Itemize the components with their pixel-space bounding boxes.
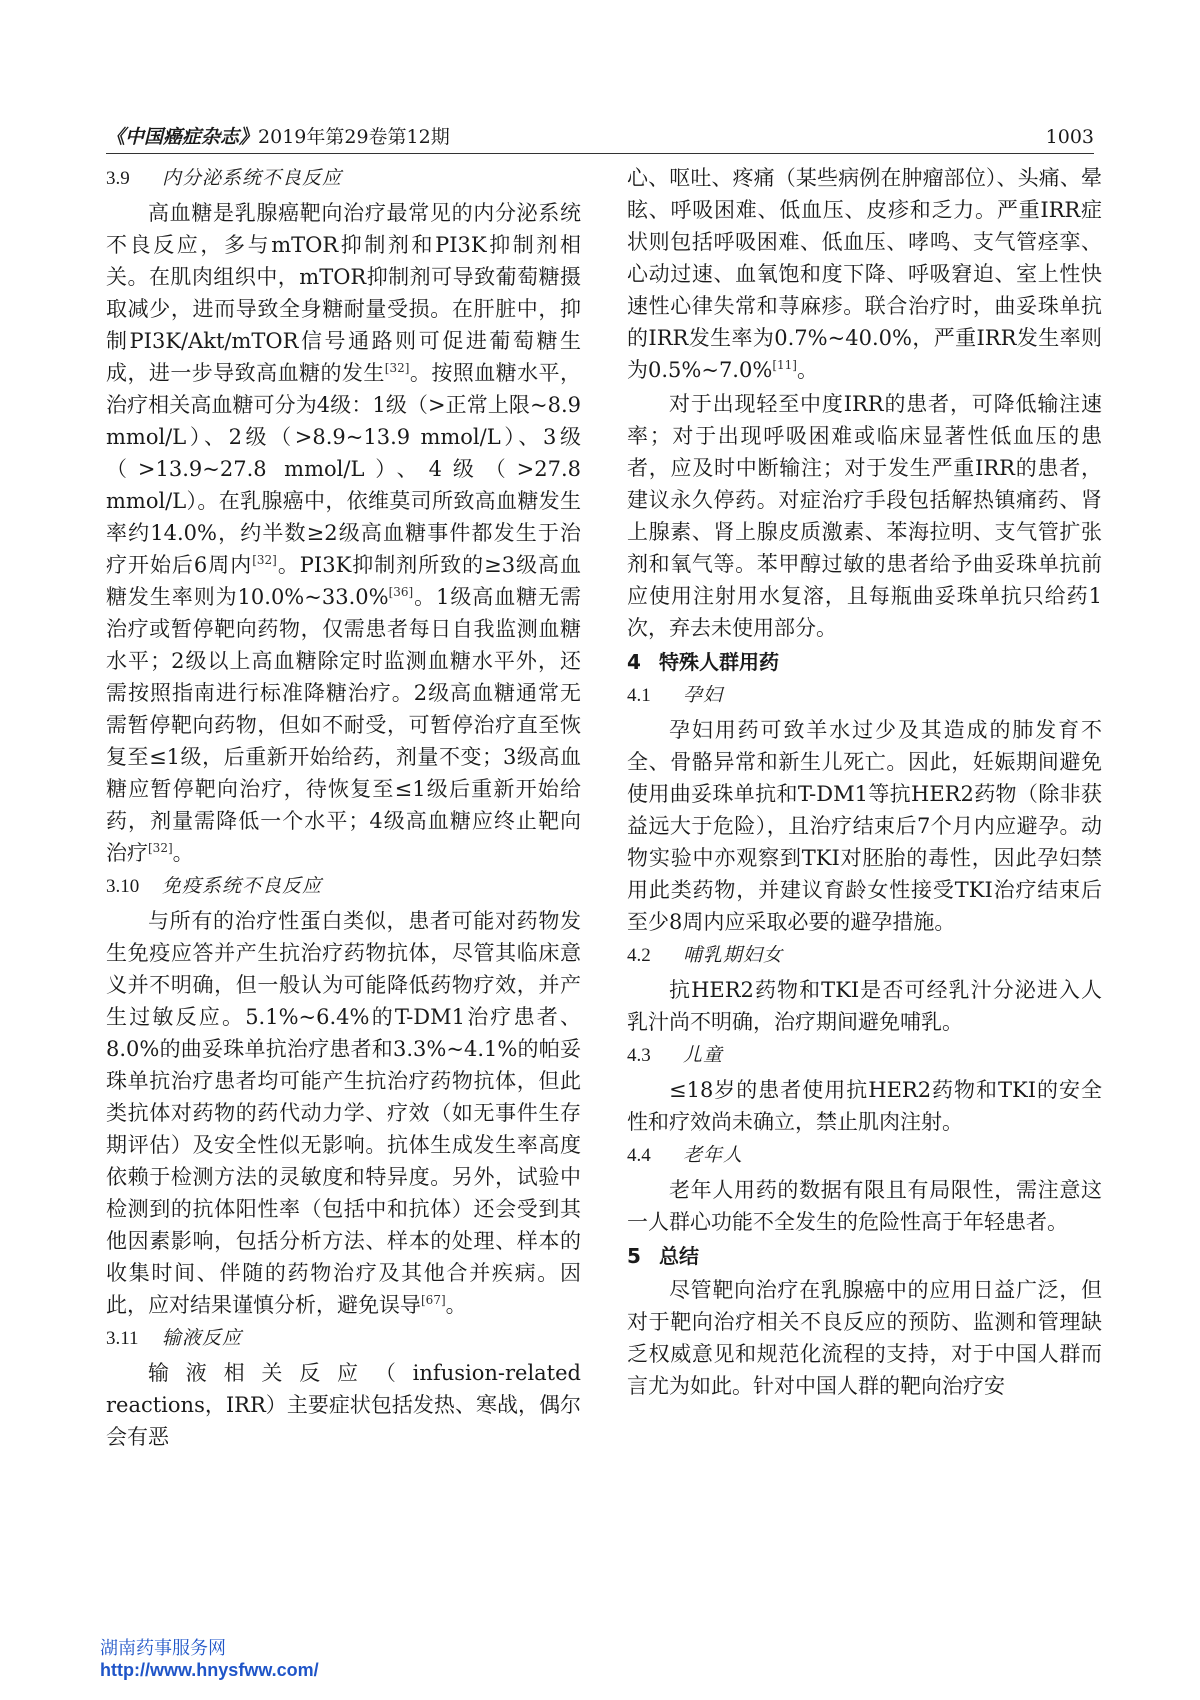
section-heading-5 [627,1241,1102,1271]
running-header [106,122,1094,152]
paragraph-hyperglycemia: 高血糖是乳腺癌靶向治疗最常见的内分泌系统不良反应，多与mTOR抑制剂和PI3K抑制剂相关。在肌肉组织中，mTOR抑制剂可导致葡萄糖摄取减少，进而导致全身糖耐量受损。在肝脏中，抑制PI3K/Akt/mTOR信号通路则可促进葡萄糖生成，进一步导致高血糖的发生[32]。按照血糖水平，治疗相关高血糖可分为4级：1级（>正常上限~8.9 mmol/L）、2级（>8.9~13.9 mmol/L）、3级（>13.9~27.8 mmol/L）、4级（>27.8 mmol/L）。在乳腺癌中，依维莫司所致高血糖发生率约14.0%，约半数≥2级高血糖事件都发生于治疗开始后6周内[32]。PI3K抑制剂所致的≥3级高血糖发生率则为10.0%~33.0%[36]。1级高血糖无需治疗或暂停靶向药物，仅需患者每日自我监测血糖水平；2级以上高血糖除定时监测血糖水平外，还需按照指南进行标准降糖治疗。2级高血糖通常无需暂停靶向药物，但如不耐受，可暂停治疗直至恢复至≤1级，后重新开始给药，剂量不变；3级高血糖应暂停靶向治疗，待恢复至≤1级后重新开始给药，剂量需降低一个水平；4级高血糖应终止靶向治疗[32]。 [106,201,582,865]
section-number: 4.3 [627,1045,651,1066]
paragraph-irr-management: 对于出现轻至中度IRR的患者，可降低输注速率；对于出现呼吸困难或临床显著性低血压的患者，应及时中断输注；对于发生严重IRR的患者，建议永久停药。对症治疗手段包括解热镇痛药、肾上腺素、肾上腺皮质激素、苯海拉明、支气管扩张剂和氧气等。苯甲醇过敏的患者给予曲妥珠单抗前应使用注射用水复溶，且每瓶曲妥珠单抗只给药1次，弃去未使用部分。 [627,392,1102,640]
section-heading-4-3 [627,1040,1102,1071]
paragraph-infusion: 输液相关反应（infusion-related reactions，IRR）主要症状包括发热、寒战，偶尔会有恶 [106,1361,581,1449]
section-title: 儿童 [683,1044,724,1066]
paragraph-infusion-continued: 心、呕吐、疼痛（某些病例在肿瘤部位）、头痛、晕眩、呼吸困难、低血压、皮疹和乏力。严重IRR症状则包括呼吸困难、低血压、哮鸣、支气管痉挛、心动过速、血氧饱和度下降、呼吸窘迫、室上性快速性心律失常和荨麻疹。联合治疗时，曲妥珠单抗的IRR发生率为0.7%~40.0%，严重IRR发生率则为0.5%~7.0%[11]。 [627,166,1102,382]
section-heading-3-9 [106,163,581,194]
citation: [11] [772,358,797,372]
section-number: 4.2 [627,945,651,966]
paragraph-elderly: 老年人用药的数据有限且有局限性，需注意这一人群心功能不全发生的危险性高于年轻患者。 [627,1178,1102,1234]
section-heading-4-2 [627,940,1102,971]
journal-name: 《中国癌症杂志》 [106,126,259,148]
section-heading-4 [627,647,1102,677]
section-number: 5 [627,1244,641,1268]
section-number: 3.11 [106,1328,139,1349]
section-title: 内分泌系统不良反应 [162,167,343,189]
paragraph-lactation: 抗HER2药物和TKI是否可经乳汁分泌进入人乳汁尚不明确，治疗期间避免哺乳。 [627,978,1102,1034]
paragraph-summary: 尽管靶向治疗在乳腺癌中的应用日益广泛，但对于靶向治疗相关不良反应的预防、监测和管理缺乏权威意见和规范化流程的支持，对于中国人群而言尤为如此。针对中国人群的靶向治疗安 [627,1278,1102,1398]
right-column [627,162,1102,1404]
site-watermark [100,1637,319,1681]
section-number: 4.1 [627,685,651,706]
section-title: 总结 [659,1244,699,1268]
citation: [32] [148,841,173,855]
section-number: 4.4 [627,1145,651,1166]
section-title: 免疫系统不良反应 [162,875,323,897]
watermark-name: 湖南药事服务网 [100,1638,226,1658]
page-number: 1003 [1045,126,1094,148]
journal-citation [106,122,450,152]
paragraph-immune: 与所有的治疗性蛋白类似，患者可能对药物发生免疫应答并产生抗治疗药物抗体，尽管其临床意义并不明确，但一般认为可能降低药物疗效，并产生过敏反应。5.1%~6.4%的T-DM1治疗患者、8.0%的曲妥珠单抗治疗患者和3.3%~4.1%的帕妥珠单抗治疗患者均可能产生抗治疗药物抗体，但此类抗体对药物的药代动力学、疗效（如无事件生存期评估）及安全性似无影响。抗体生成发生率高度依赖于检测方法的灵敏度和特异度。另外，试验中检测到的抗体阳性率（包括中和抗体）还会受到其他因素影响，包括分析方法、样本的处理、样本的收集时间、伴随的药物治疗及其他合并疾病。因此，应对结果谨慎分析，避免误导[67]。 [106,909,581,1317]
citation: [32] [252,553,277,567]
section-title: 哺乳期妇女 [683,944,784,966]
section-heading-3-11 [106,1323,581,1354]
section-heading-4-4 [627,1140,1102,1171]
header-divider [106,153,1094,154]
section-number: 4 [627,650,641,674]
section-number: 3.9 [106,168,130,189]
paragraph-children: ≤18岁的患者使用抗HER2药物和TKI的安全性和疗效尚未确立，禁止肌肉注射。 [627,1078,1102,1134]
section-title: 特殊人群用药 [659,650,779,674]
section-title: 孕妇 [683,684,724,706]
journal-issue: 2019年第29卷第12期 [258,126,450,148]
section-number: 3.10 [106,876,140,897]
section-heading-4-1 [627,680,1102,711]
section-title: 老年人 [683,1144,744,1166]
citation: [32] [384,361,410,375]
left-column [106,162,581,1455]
citation: [36] [388,585,414,599]
section-title: 输液反应 [162,1327,243,1349]
section-heading-3-10 [106,871,581,902]
citation: [67] [421,1293,446,1307]
paragraph-pregnancy: 孕妇用药可致羊水过少及其造成的肺发育不全、骨骼异常和新生儿死亡。因此，妊娠期间避免使用曲妥珠单抗和T-DM1等抗HER2药物（除非获益远大于危险），且治疗结束后7个月内应避孕。动物实验中亦观察到TKI对胚胎的毒性，因此孕妇禁用此类药物，并建议育龄女性接受TKI治疗结束后至少8周内应采取必要的避孕措施。 [627,718,1102,934]
watermark-url[interactable]: http://www.hnysfww.com/ [100,1660,319,1680]
